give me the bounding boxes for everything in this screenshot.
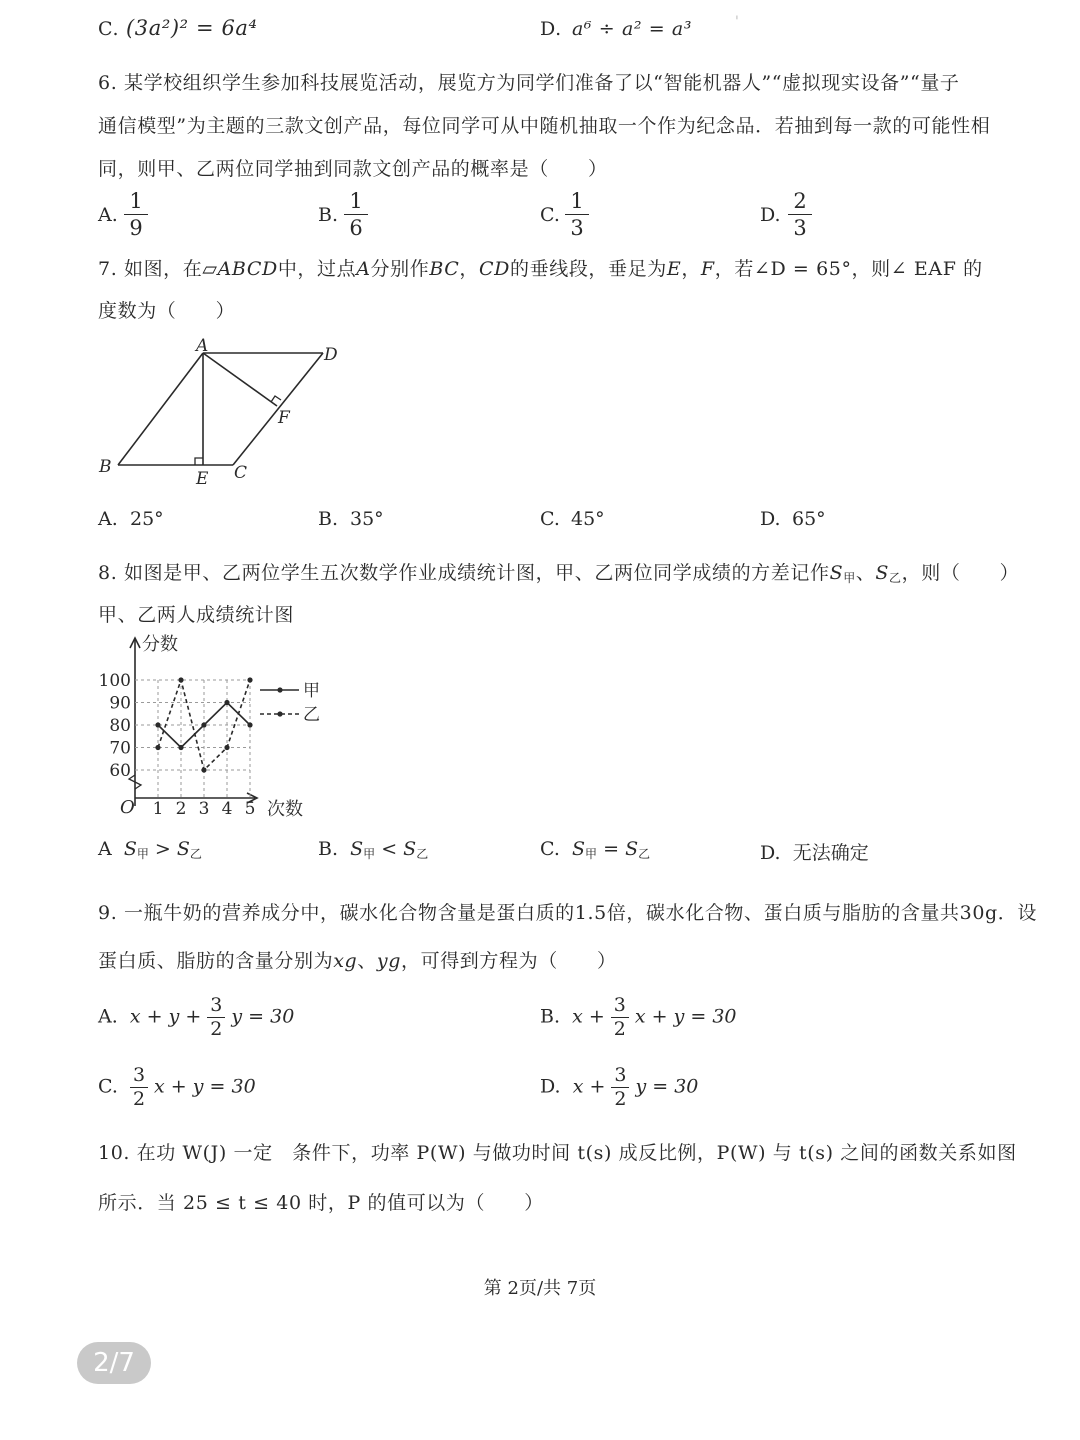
q9-option-c: C. $\frac{3}{2}$ x + y = 30 <box>98 1064 256 1110</box>
q6-option-b-fraction: 1 6 <box>344 190 368 239</box>
q8-option-a: A $S_甲 > S_乙$ <box>98 838 202 861</box>
q9-option-d: D. x + $\frac{3}{2}$ y = 30 <box>540 1064 699 1110</box>
q7-option-b-label: B. <box>318 508 339 530</box>
q7-text-line2: 度数为（ ） <box>98 300 236 322</box>
origin-label: O <box>120 797 135 818</box>
q8-score-line-chart <box>95 628 345 828</box>
x-tick-2: 2 <box>175 799 187 819</box>
q7-option-d-label: D. <box>760 508 781 530</box>
x-tick-3: 3 <box>198 799 210 819</box>
legend-marker-2 <box>277 711 282 716</box>
legend-marker-1 <box>277 687 282 692</box>
y-tick-80: 80 <box>109 716 131 736</box>
q9-text-line1: 9. 一瓶牛奶的营养成分中，碳水化合物含量是蛋白质的1.5倍，碳水化合物、蛋白质与脂肪的含量共30g．设 <box>98 902 1037 924</box>
y-tick-90: 90 <box>109 693 131 714</box>
vertex-label-b: B <box>99 457 112 477</box>
q10-text-line2: 所示．当 25 ≤ t ≤ 40 时，P 的值可以为（ ） <box>98 1192 544 1214</box>
q6-text-line1: 6. 某学校组织学生参加科技展览活动，展览方为同学们准备了以“智能机器人”“虚拟现实设备”“量子 <box>98 72 960 94</box>
q7-option-b-value: 35° <box>350 508 384 530</box>
right-angle-e <box>195 458 203 465</box>
series-1-point-3 <box>201 722 206 727</box>
series-1-point-4 <box>224 700 229 705</box>
q6-text-line3: 同，则甲、乙两位同学抽到同款文创产品的概率是（ ） <box>98 158 608 180</box>
series-2-point-1 <box>155 745 160 750</box>
q6-option-a-label: A. <box>98 204 118 226</box>
q6-option-c-fraction: 1 3 <box>565 190 589 239</box>
q8-option-b: B. $S_甲 < S_乙$ <box>318 838 429 861</box>
segment-af <box>203 353 277 406</box>
edge-ab <box>118 353 203 465</box>
q7-option-c-value: 45° <box>571 508 605 530</box>
y-tick-100: 100 <box>98 671 131 691</box>
x-tick-4: 4 <box>221 799 233 819</box>
page-indicator-badge: 2/7 <box>77 1342 151 1384</box>
x-tick-1: 1 <box>152 799 164 819</box>
q10-text-line1: 10. 在功 W(J) 一定 条件下，功率 P(W) 与做功时间 t(s) 成反比例，P(W) 与 t(s) 之间的函数关系如图 <box>98 1142 1017 1164</box>
vertex-label-d: D <box>324 345 338 365</box>
q8-option-c: C. $S_甲 = S_乙$ <box>540 838 651 861</box>
q5-option-d-formula: a⁶ ÷ a² = a³ <box>572 18 693 40</box>
series-2-point-2 <box>178 677 183 682</box>
q7-text-line1: 7. 如图，在▱ABCD中，过点A分别作BC，CD的垂线段，垂足为E，F，若∠D = 65°，则∠ EAF 的 <box>98 258 983 280</box>
foot-label-e: E <box>196 469 209 489</box>
y-axis-label: 分数 <box>142 634 178 655</box>
q9-text-line2: 蛋白质、脂肪的含量分别为xg、yg，可得到方程为（ ） <box>98 950 617 972</box>
q5-option-d-label: D. <box>540 18 562 40</box>
x-axis-label: 次数 <box>267 799 303 820</box>
y-tick-60: 60 <box>109 761 131 781</box>
q6-text-line2: 通信模型”为主题的三款文创产品，每位同学可从中随机抽取一个作为纪念品．若抽到每一款的可能性相 <box>98 115 991 137</box>
series-2-point-4 <box>224 745 229 750</box>
q5-option-c-formula: (3a²)² = 6a⁴ <box>126 16 258 40</box>
q6-option-d-label: D. <box>760 204 781 226</box>
series-1-point-1 <box>155 722 160 727</box>
series-1-point-5 <box>247 722 252 727</box>
q6-option-c-label: C. <box>540 204 560 226</box>
stray-mark: ' <box>735 14 739 30</box>
vertex-label-c: C <box>234 463 248 483</box>
q8-option-d: D. 无法确定 <box>760 842 869 864</box>
right-angle-f <box>271 396 281 402</box>
foot-label-f: F <box>278 408 290 428</box>
series-1-point-2 <box>178 745 183 750</box>
q7-option-c-label: C. <box>540 508 560 530</box>
vertex-label-a: A <box>196 336 209 356</box>
series-2-point-3 <box>201 767 206 772</box>
q6-option-a-fraction: 1 9 <box>124 190 148 239</box>
q6-option-d-fraction: 2 3 <box>788 190 812 239</box>
x-tick-5: 5 <box>244 799 256 819</box>
q9-option-a: A. x + y + $\frac{3}{2}$ y = 30 <box>98 994 295 1040</box>
series-2-point-5 <box>247 677 252 682</box>
q7-parallelogram-figure <box>90 330 350 490</box>
legend-label-2: 乙 <box>303 705 320 725</box>
q7-option-a-label: A. <box>98 508 118 530</box>
y-tick-70: 70 <box>109 738 131 759</box>
page-footer: 第 2页/共 7页 <box>483 1278 597 1299</box>
q5-option-c-label: C. <box>98 18 120 40</box>
q7-option-a-value: 25° <box>130 508 164 530</box>
q9-option-b: B. x + $\frac{3}{2}$ x + y = 30 <box>540 994 737 1040</box>
q8-text-line1: 8. 如图是甲、乙两位学生五次数学作业成绩统计图，甲、乙两位同学成绩的方差记作$S_甲$、$S_乙$，则（ ） <box>98 562 1020 585</box>
q6-option-b-label: B. <box>318 204 339 226</box>
legend-label-1: 甲 <box>303 681 320 701</box>
q8-chart-title: 甲、乙两人成绩统计图 <box>98 604 295 626</box>
q7-option-d-value: 65° <box>792 508 826 530</box>
